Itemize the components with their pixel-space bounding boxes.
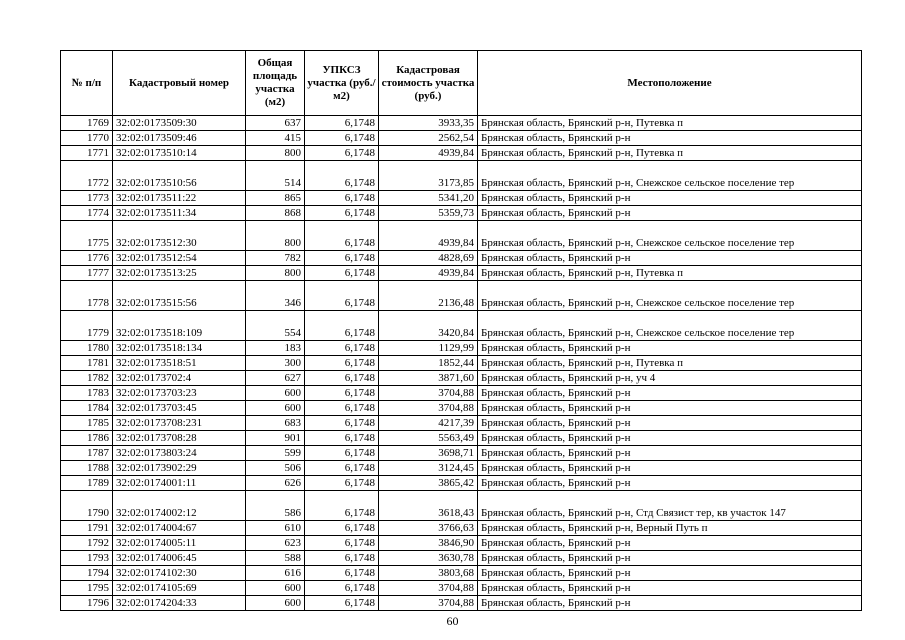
table-row [61,356,862,371]
cell-rate: 6,1748 [305,536,379,551]
table-row [61,446,862,461]
cell-rate: 6,1748 [305,281,379,311]
cell-area: 782 [246,251,305,266]
cell-cadastral-number: 32:02:0173518:109 [113,311,246,341]
cell-rate: 6,1748 [305,116,379,131]
table-row [61,341,862,356]
cell-location: Брянская область, Брянский р-н, Путевка п [478,146,862,161]
cell-location: Брянская область, Брянский р-н [478,401,862,416]
cell-cost: 5359,73 [379,206,478,221]
header-cadastral-number: Кадастровый номер [113,51,246,116]
cell-num: 1794 [61,566,113,581]
cell-num: 1773 [61,191,113,206]
cell-location: Брянская область, Брянский р-н [478,476,862,491]
cell-area: 627 [246,371,305,386]
table-row [61,116,862,131]
cell-num: 1792 [61,536,113,551]
cell-rate: 6,1748 [305,191,379,206]
cell-rate: 6,1748 [305,251,379,266]
cell-num: 1786 [61,431,113,446]
cell-num: 1783 [61,386,113,401]
cell-location: Брянская область, Брянский р-н [478,386,862,401]
cell-cadastral-number: 32:02:0173511:22 [113,191,246,206]
cell-rate: 6,1748 [305,431,379,446]
cell-area: 599 [246,446,305,461]
cell-cadastral-number: 32:02:0174004:67 [113,521,246,536]
table-row [61,491,862,521]
cell-location: Брянская область, Брянский р-н [478,341,862,356]
header-location: Местоположение [478,51,862,116]
cell-num: 1776 [61,251,113,266]
cell-area: 600 [246,581,305,596]
cell-cadastral-number: 32:02:0173703:45 [113,401,246,416]
cell-num: 1779 [61,311,113,341]
cell-num: 1785 [61,416,113,431]
cell-rate: 6,1748 [305,521,379,536]
cell-area: 586 [246,491,305,521]
table-row [61,146,862,161]
cell-rate: 6,1748 [305,266,379,281]
cell-location: Брянская область, Брянский р-н [478,191,862,206]
cell-location: Брянская область, Брянский р-н [478,461,862,476]
cell-rate: 6,1748 [305,596,379,611]
table-row [61,596,862,611]
cell-num: 1789 [61,476,113,491]
table-row [61,266,862,281]
cell-num: 1787 [61,446,113,461]
cell-cadastral-number: 32:02:0174204:33 [113,596,246,611]
cadastral-table [60,50,862,611]
cell-cost: 3766,63 [379,521,478,536]
cell-cadastral-number: 32:02:0174002:12 [113,491,246,521]
cell-rate: 6,1748 [305,551,379,566]
cell-cadastral-number: 32:02:0173708:28 [113,431,246,446]
cell-num: 1774 [61,206,113,221]
table-row [61,581,862,596]
table-row [61,521,862,536]
cell-rate: 6,1748 [305,446,379,461]
cell-cost: 3704,88 [379,401,478,416]
cell-rate: 6,1748 [305,416,379,431]
table-row [61,416,862,431]
cell-cost: 1852,44 [379,356,478,371]
cell-rate: 6,1748 [305,371,379,386]
cell-num: 1784 [61,401,113,416]
cell-area: 800 [246,221,305,251]
cell-cost: 3704,88 [379,386,478,401]
cell-area: 588 [246,551,305,566]
cell-cadastral-number: 32:02:0173702:4 [113,371,246,386]
cell-cost: 4217,39 [379,416,478,431]
cell-location: Брянская область, Брянский р-н, Путевка п [478,116,862,131]
cell-location: Брянская область, Брянский р-н, Верный Путь п [478,521,862,536]
cell-cost: 4939,84 [379,146,478,161]
cell-num: 1771 [61,146,113,161]
table-row [61,371,862,386]
cell-location: Брянская область, Брянский р-н, Снежское сельское поселение тер [478,161,862,191]
cell-num: 1793 [61,551,113,566]
cell-num: 1770 [61,131,113,146]
table-row [61,206,862,221]
cell-num: 1778 [61,281,113,311]
cell-location: Брянская область, Брянский р-н [478,131,862,146]
cell-num: 1782 [61,371,113,386]
cell-cost: 3933,35 [379,116,478,131]
cell-cost: 1129,99 [379,341,478,356]
cell-cost: 3420,84 [379,311,478,341]
cell-area: 865 [246,191,305,206]
cell-cost: 5563,49 [379,431,478,446]
cell-cadastral-number: 32:02:0173509:30 [113,116,246,131]
table-row [61,431,862,446]
cell-area: 610 [246,521,305,536]
cell-location: Брянская область, Брянский р-н, Путевка п [478,266,862,281]
cell-location: Брянская область, Брянский р-н [478,551,862,566]
cell-rate: 6,1748 [305,221,379,251]
cell-cadastral-number: 32:02:0173515:56 [113,281,246,311]
cell-cost: 2136,48 [379,281,478,311]
cell-cost: 3704,88 [379,596,478,611]
cell-cost: 4939,84 [379,221,478,251]
cell-location: Брянская область, Брянский р-н, Снежское сельское поселение тер [478,221,862,251]
cell-area: 800 [246,266,305,281]
cell-cost: 4828,69 [379,251,478,266]
cell-area: 346 [246,281,305,311]
table-row [61,221,862,251]
cell-cadastral-number: 32:02:0173512:30 [113,221,246,251]
cell-area: 600 [246,401,305,416]
cell-cadastral-number: 32:02:0173803:24 [113,446,246,461]
cell-num: 1790 [61,491,113,521]
cell-cadastral-number: 32:02:0173509:46 [113,131,246,146]
table-row [61,476,862,491]
cell-cadastral-number: 32:02:0174105:69 [113,581,246,596]
cell-area: 600 [246,386,305,401]
cell-area: 514 [246,161,305,191]
header-row [61,51,862,116]
cell-cadastral-number: 32:02:0174005:11 [113,536,246,551]
cell-cadastral-number: 32:02:0174006:45 [113,551,246,566]
cell-num: 1791 [61,521,113,536]
cell-area: 506 [246,461,305,476]
table-row [61,281,862,311]
cell-rate: 6,1748 [305,581,379,596]
cell-location: Брянская область, Брянский р-н, Путевка п [478,356,862,371]
cell-num: 1780 [61,341,113,356]
cell-location: Брянская область, Брянский р-н [478,416,862,431]
table-row [61,191,862,206]
cell-cadastral-number: 32:02:0173518:134 [113,341,246,356]
cell-cadastral-number: 32:02:0173510:14 [113,146,246,161]
cell-cost: 3846,90 [379,536,478,551]
header-cost: Кадастровая стоимость участка (руб.) [379,51,478,116]
table-header [61,51,862,116]
cell-cadastral-number: 32:02:0173510:56 [113,161,246,191]
cell-rate: 6,1748 [305,401,379,416]
cell-rate: 6,1748 [305,356,379,371]
cell-cadastral-number: 32:02:0173708:231 [113,416,246,431]
cell-num: 1781 [61,356,113,371]
cell-cost: 4939,84 [379,266,478,281]
cell-area: 554 [246,311,305,341]
header-rate: УПКСЗ участка (руб./м2) [305,51,379,116]
cell-location: Брянская область, Брянский р-н, Стд Связист тер, кв участок 147 [478,491,862,521]
cell-area: 868 [246,206,305,221]
cell-rate: 6,1748 [305,146,379,161]
cell-num: 1775 [61,221,113,251]
cell-cadastral-number: 32:02:0173511:34 [113,206,246,221]
cell-location: Брянская область, Брянский р-н, уч 4 [478,371,862,386]
cell-area: 415 [246,131,305,146]
cell-cost: 3803,68 [379,566,478,581]
cell-num: 1788 [61,461,113,476]
cell-location: Брянская область, Брянский р-н [478,446,862,461]
cell-cadastral-number: 32:02:0173512:54 [113,251,246,266]
table-row [61,161,862,191]
cell-area: 637 [246,116,305,131]
cell-num: 1769 [61,116,113,131]
header-num: № п/п [61,51,113,116]
cell-rate: 6,1748 [305,386,379,401]
table-row [61,251,862,266]
cell-area: 616 [246,566,305,581]
cell-cost: 3618,43 [379,491,478,521]
cell-rate: 6,1748 [305,491,379,521]
table-row [61,386,862,401]
cell-location: Брянская область, Брянский р-н [478,581,862,596]
cell-cost: 5341,20 [379,191,478,206]
table-row [61,131,862,146]
cell-cost: 3698,71 [379,446,478,461]
cell-cost: 3124,45 [379,461,478,476]
cell-cost: 2562,54 [379,131,478,146]
cell-cadastral-number: 32:02:0173518:51 [113,356,246,371]
cell-cadastral-number: 32:02:0174001:11 [113,476,246,491]
cell-area: 683 [246,416,305,431]
table-row [61,401,862,416]
table-row [61,461,862,476]
cell-rate: 6,1748 [305,206,379,221]
cell-area: 800 [246,146,305,161]
cell-area: 901 [246,431,305,446]
header-area: Общая площадь участка (м2) [246,51,305,116]
table-row [61,311,862,341]
cell-location: Брянская область, Брянский р-н [478,431,862,446]
cell-location: Брянская область, Брянский р-н, Снежское сельское поселение тер [478,311,862,341]
cell-area: 183 [246,341,305,356]
cell-location: Брянская область, Брянский р-н [478,566,862,581]
cell-rate: 6,1748 [305,311,379,341]
cell-num: 1795 [61,581,113,596]
cell-location: Брянская область, Брянский р-н [478,536,862,551]
cell-cadastral-number: 32:02:0174102:30 [113,566,246,581]
cell-location: Брянская область, Брянский р-н [478,596,862,611]
cell-area: 300 [246,356,305,371]
cell-cadastral-number: 32:02:0173902:29 [113,461,246,476]
cell-rate: 6,1748 [305,476,379,491]
cell-location: Брянская область, Брянский р-н [478,251,862,266]
table-row [61,566,862,581]
cell-cadastral-number: 32:02:0173703:23 [113,386,246,401]
cell-location: Брянская область, Брянский р-н [478,206,862,221]
cell-area: 600 [246,596,305,611]
cell-area: 623 [246,536,305,551]
cell-cost: 3704,88 [379,581,478,596]
table-row [61,551,862,566]
cell-location: Брянская область, Брянский р-н, Снежское сельское поселение тер [478,281,862,311]
cell-num: 1796 [61,596,113,611]
cell-rate: 6,1748 [305,341,379,356]
cell-area: 626 [246,476,305,491]
cell-num: 1777 [61,266,113,281]
cell-cadastral-number: 32:02:0173513:25 [113,266,246,281]
table-row [61,536,862,551]
cell-cost: 3630,78 [379,551,478,566]
cell-rate: 6,1748 [305,131,379,146]
page-number: 60 [446,614,459,628]
table-body [61,116,862,611]
cell-cost: 3871,60 [379,371,478,386]
cell-cost: 3865,42 [379,476,478,491]
cell-rate: 6,1748 [305,461,379,476]
cell-num: 1772 [61,161,113,191]
cell-rate: 6,1748 [305,566,379,581]
cell-cost: 3173,85 [379,161,478,191]
cell-rate: 6,1748 [305,161,379,191]
